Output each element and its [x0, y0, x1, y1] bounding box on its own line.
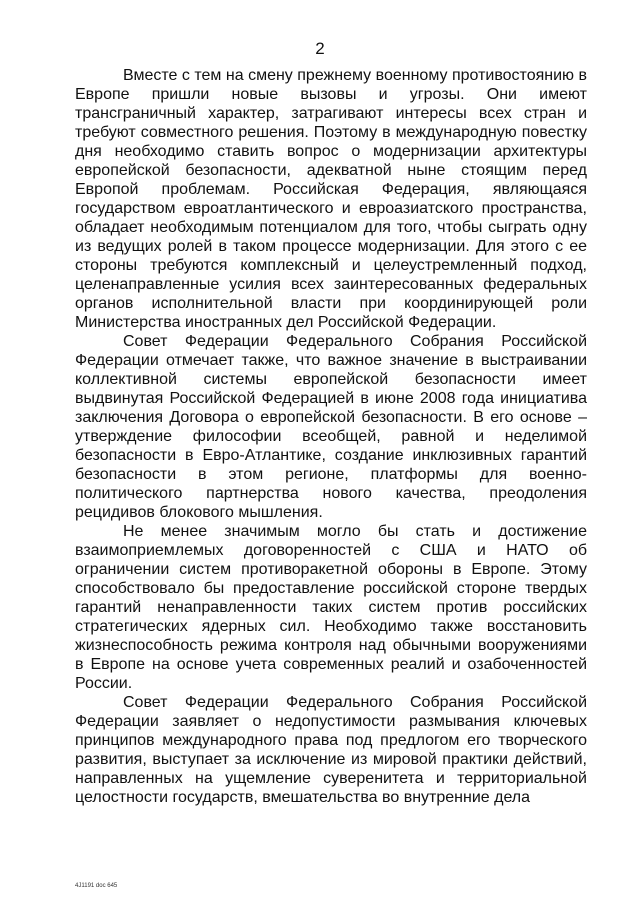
document-body	[75, 66, 587, 807]
page-number: 2	[315, 39, 325, 58]
paragraph-3: Не менее значимым могло бы стать и достижение взаимоприемлемых договоренностей с США и НАТО об ограничении систем противоракетной обороны в Европе. Этому способствовало бы предоставление российской стороне твердых гарантий ненаправленности таких систем против российских стратегических ядерных сил. Необходимо также восстановить жизнеспособность режима контроля над обычными вооружениями в Европе на основе учета современных реалий и озабоченностей России.	[75, 523, 587, 692]
paragraph-4: Совет Федерации Федерального Собрания Российской Федерации заявляет о недопустимости размывания ключевых принципов международного права под предлогом его творческого развития, выступает за исключение из мировой практики действий, направленных на ущемление суверенитета и территориальной целостности государств, вмешательства во внутренние дела	[75, 694, 587, 806]
footer-document-code: 4J1191 doc 645	[75, 883, 118, 889]
paragraph-1: Вместе с тем на смену прежнему военному противостоянию в Европе пришли новые вызовы и угрозы. Они имеют трансграничный характер, затрагивают интересы всех стран и требуют совместного решения. Поэтому в международную повестку дня необходимо ставить вопрос о модернизации архитектуры европейской безопасности, адекватной ныне стоящим перед Европой проблемам. Российская Федерация, являющаяся государством евроатлантического и евроазиатского пространства, обладает необходимым потенциалом для того, чтобы сыграть одну из ведущих ролей в таком процессе модернизации. Для этого с ее стороны требуются комплексный и целеустремленный подход, целенаправленные усилия всех заинтересованных федеральных органов исполнительной власти при координирующей роли Министерства иностранных дел Российской Федерации.	[75, 67, 587, 331]
paragraph-2: Совет Федерации Федерального Собрания Российской Федерации отмечает также, что важное значение в выстраивании коллективной системы европейской безопасности имеет выдвинутая Российской Федерацией в июне 2008 года инициатива заключения Договора о европейской безопасности. В его основе – утверждение философии всеобщей, равной и неделимой безопасности в Евро-Атлантике, создание инклюзивных гарантий безопасности в этом регионе, платформы для военно-политического партнерства нового качества, преодоления рецидивов блокового мышления.	[75, 333, 587, 521]
